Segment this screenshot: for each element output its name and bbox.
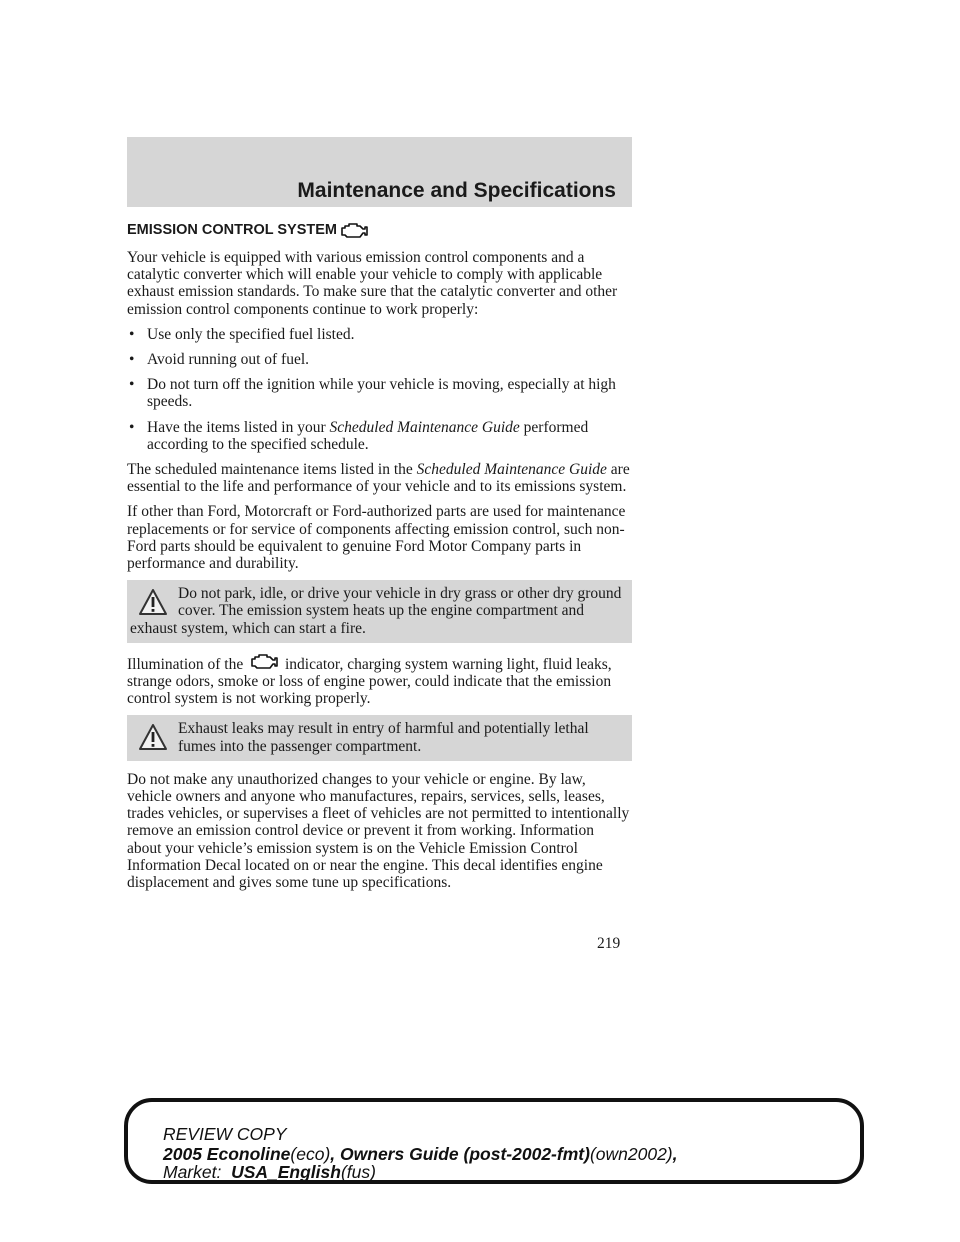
paragraph-text: The scheduled maintenance items listed in the (127, 461, 417, 479)
page-title: Maintenance and Specifications (297, 179, 616, 202)
page-number: 219 (597, 935, 621, 952)
intro-paragraph: Your vehicle is equipped with various emission control components and a catalytic converter which will enable your vehicle to comply with applicable exhaust emission standards. To make sure that the catalytic converter and other emission control components continue to work properly: (127, 249, 618, 318)
warning-triangle-icon (138, 723, 168, 751)
section-header-band (127, 137, 632, 207)
guide-title: Scheduled Maintenance Guide (329, 418, 520, 436)
illumination-paragraph (127, 653, 632, 708)
market-code: (fus) (340, 1162, 376, 1182)
separator: , (672, 1144, 678, 1164)
fuel-guidelines-list (127, 326, 632, 453)
page-content (127, 222, 632, 899)
section-heading (127, 222, 632, 240)
warning-text: Exhaust leaks may result in entry of harmful and potentially lethal fumes into the passenger compartment. (178, 720, 589, 755)
warning-triangle-icon (138, 588, 168, 616)
guide-name: Owners Guide (post-2002-fmt) (340, 1144, 590, 1164)
model-name: 2005 Econoline (163, 1144, 291, 1164)
list-item-text: performed according to the specified schedule. (147, 418, 589, 453)
list-item-text: Have the items listed in your (147, 418, 330, 436)
parts-paragraph: If other than Ford, Motorcraft or Ford-authorized parts are used for maintenance replacements or for service of components affecting emission control, such non-Ford parts should be equivalent to genuine Ford Motor Company parts in performance and durability. (127, 503, 626, 573)
market-name: USA_English (231, 1162, 341, 1182)
paragraph-text: indicator, charging system warning light, fluid leaks, strange odors, smoke or loss of engine power, could indicate that the emission control system is not working properly. (127, 655, 612, 708)
list-item: • Avoid running out of fuel. (127, 351, 632, 368)
warning-box-fire (127, 580, 632, 643)
unauthorized-changes-paragraph: Do not make any unauthorized changes to your vehicle or engine. By law, vehicle owners and anyone who manufactures, repairs, services, sells, leases, trades vehicles, or supervises a fleet of vehicles are not permitted to intentionally remove an emission control device or prevent it from working. Information about your vehicle’s emission system is on the Vehicle Emission Control Information Decal located on or near the engine. This decal identifies engine displacement and gives some tune up specifications. (127, 770, 630, 892)
guide-title: Scheduled Maintenance Guide (416, 461, 607, 479)
model-code: (eco) (290, 1144, 331, 1164)
list-item: • Use only the specified fuel listed. (127, 326, 632, 343)
guide-code: (own2002) (589, 1144, 673, 1164)
section-heading-text: EMISSION CONTROL SYSTEM (127, 222, 338, 239)
paragraph-text: Illumination of the (127, 655, 248, 673)
review-copy-text (163, 1124, 678, 1182)
paragraph-text: are essential to the life and performance of your vehicle and to its emissions system. (127, 461, 630, 496)
check-engine-icon (249, 653, 279, 671)
review-label: REVIEW COPY (163, 1124, 287, 1144)
separator: , (330, 1144, 341, 1164)
scheduled-maintenance-paragraph (127, 461, 632, 495)
warning-box-exhaust (127, 715, 632, 760)
warning-text: Do not park, idle, or drive your vehicle in dry grass or other dry ground cover. The emission system heats up the engine compartment and exhaust system, which can start a fire. (130, 585, 622, 637)
list-item: • Do not turn off the ignition while your vehicle is moving, especially at high speeds. (127, 376, 632, 410)
market-label: Market: (163, 1162, 232, 1182)
check-engine-icon (339, 222, 369, 240)
list-item (127, 419, 632, 453)
